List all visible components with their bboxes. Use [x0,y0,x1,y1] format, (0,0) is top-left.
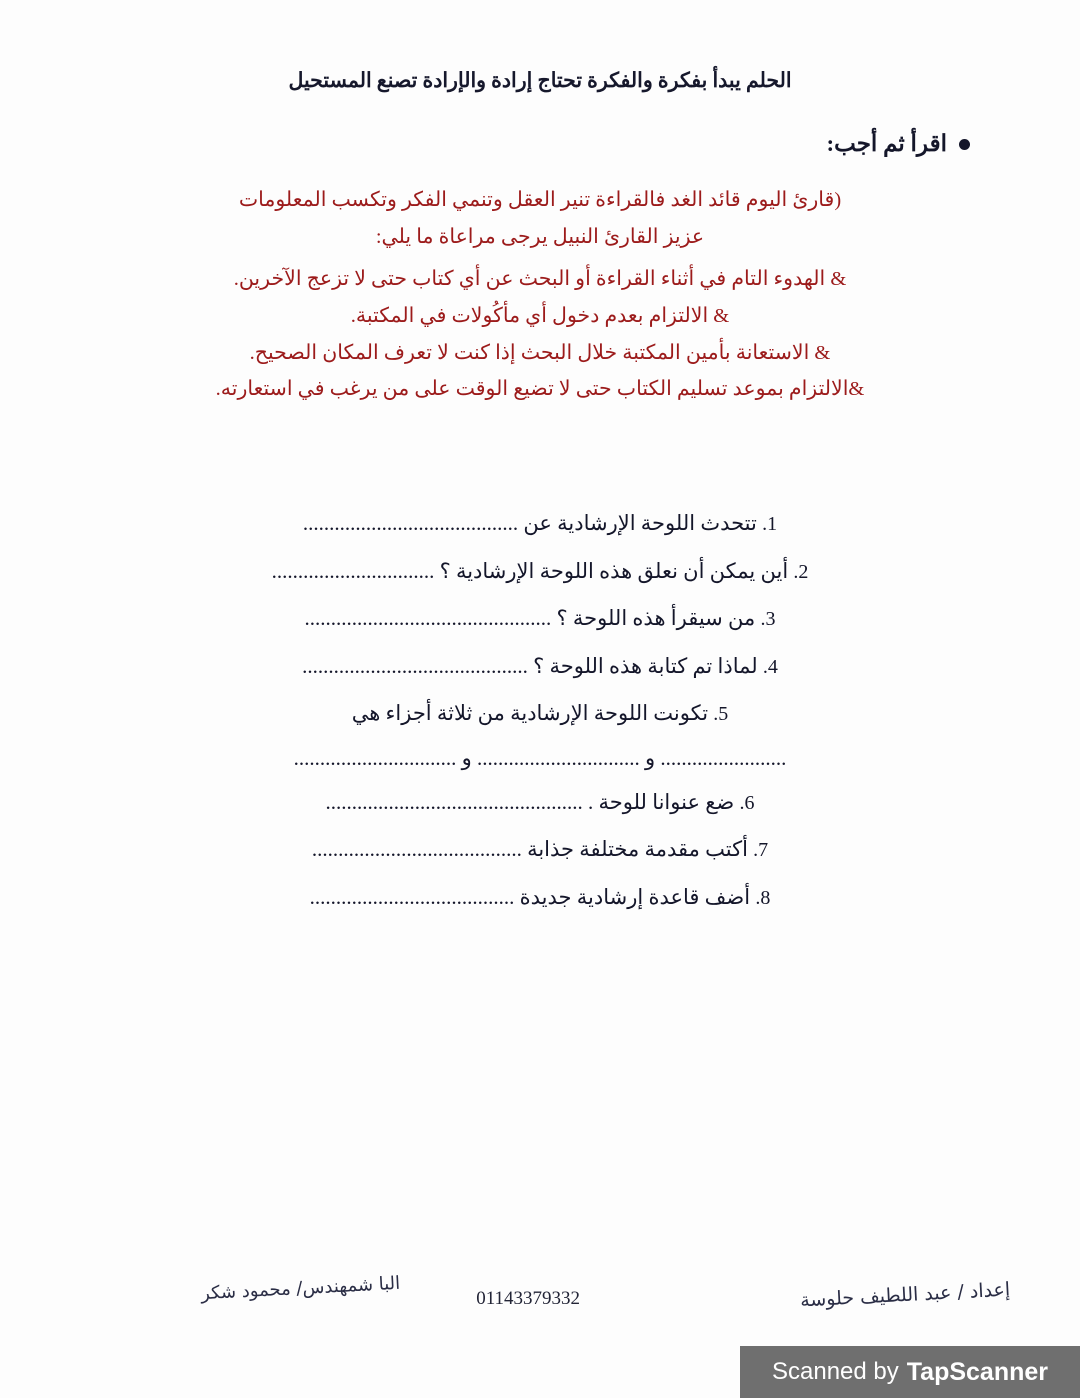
question-number-4: 4. [762,655,778,678]
footer-engineer-credit: البا شمهندس/ محمود شكر [200,1272,401,1305]
answer-blank-3[interactable]: ............................................... [304,606,552,630]
question-text-5: تكونت اللوحة الإرشادية من ثلاثة أجزاء هي [351,701,709,725]
question-item-4 [60,651,1020,683]
answer-blank-4[interactable]: ........................................... [302,653,528,678]
question-number-6: 6. [739,791,755,814]
library-notice-block [60,186,1020,411]
question-text-6: ضع عنوانا للوحة . [588,789,735,814]
question-item-8 [60,882,1020,914]
question-number-3: 3. [760,608,776,630]
notice-rule-1: & الهدوء التام في أثناء القراءة أو البحث عن أي كتاب حتى لا تزعج الآخرين. [233,268,847,291]
question-text-7: أكتب مقدمة مختلفة جذابة [527,837,748,861]
question-item-2 [60,556,1020,588]
notice-rule-3: & الاستعانة بأمين المكتبة خلال البحث إذا كنت لا تعرف المكان الصحيح. [249,341,831,364]
notice-rule-4: &الالتزام بموعد تسليم الكتاب حتى لا تضيع الوقت على من يرغب في استعارته. [215,378,865,401]
answer-blank-6[interactable]: ................................................. [325,789,583,814]
watermark-scanned-by-label: Scanned by [771,1358,899,1385]
document-footer [0,1272,1080,1346]
question-item-1 [60,508,1020,540]
question-item-5 [60,698,1020,730]
answer-blank-2[interactable]: ............................... [271,558,435,583]
footer-phone-number: 01143379332 [476,1288,580,1309]
page-header-motto: الحلم يبدأ بفكرة والفكرة تحتاج إرادة والإرادة تصنع المستحيل [288,70,792,92]
footer-prepared-by: إعداد / عبد اللطيف حلوسة [799,1278,1011,1312]
notice-line-1: (قارئ اليوم قائد الغد فالقراءة تنير العقل وتنمي الفكر وتكسب المعلومات [238,189,842,211]
question-number-7: 7. [753,839,769,861]
question-text-3: من سيقرأ هذه اللوحة ؟ [556,606,756,630]
question-text-1: تتحدث اللوحة الإرشادية عن [523,511,757,535]
section-heading-label: اقرأ ثم أجب: [826,131,947,156]
question-number-2: 2. [793,560,809,583]
answer-blank-5[interactable]: ........................ و ............................... و ............................... [293,745,787,770]
question-text-4: لماذا تم كتابة هذه اللوحة ؟ [533,653,758,678]
answer-blank-1[interactable]: ......................................... [302,511,519,535]
section-heading-read-and-answer [826,131,970,157]
question-number-1: 1. [762,513,778,535]
question-item-6 [60,787,1020,819]
answer-blank-8[interactable]: ....................................... [309,884,515,909]
question-number-8: 8. [755,886,771,909]
question-item-3 [60,603,1020,635]
question-item-7 [60,834,1020,866]
bullet-point-icon [959,139,970,150]
notice-line-2: عزيز القارئ النبيل يرجى مراعاة ما يلي: [375,226,705,249]
questions-list [60,508,1020,929]
question-number-5: 5. [713,703,729,725]
question-text-2: أين يمكن أن نعلق هذه اللوحة الإرشادية ؟ [439,558,789,583]
scanner-watermark [740,1346,1080,1398]
answer-blank-7[interactable]: ........................................ [311,837,522,861]
question-text-8: أضف قاعدة إرشادية جديدة [519,884,751,909]
notice-rule-2: & الالتزام بعدم دخول أي مأكُولات في المكتبة. [350,304,730,327]
watermark-brand-label: TapScanner [906,1357,1048,1386]
